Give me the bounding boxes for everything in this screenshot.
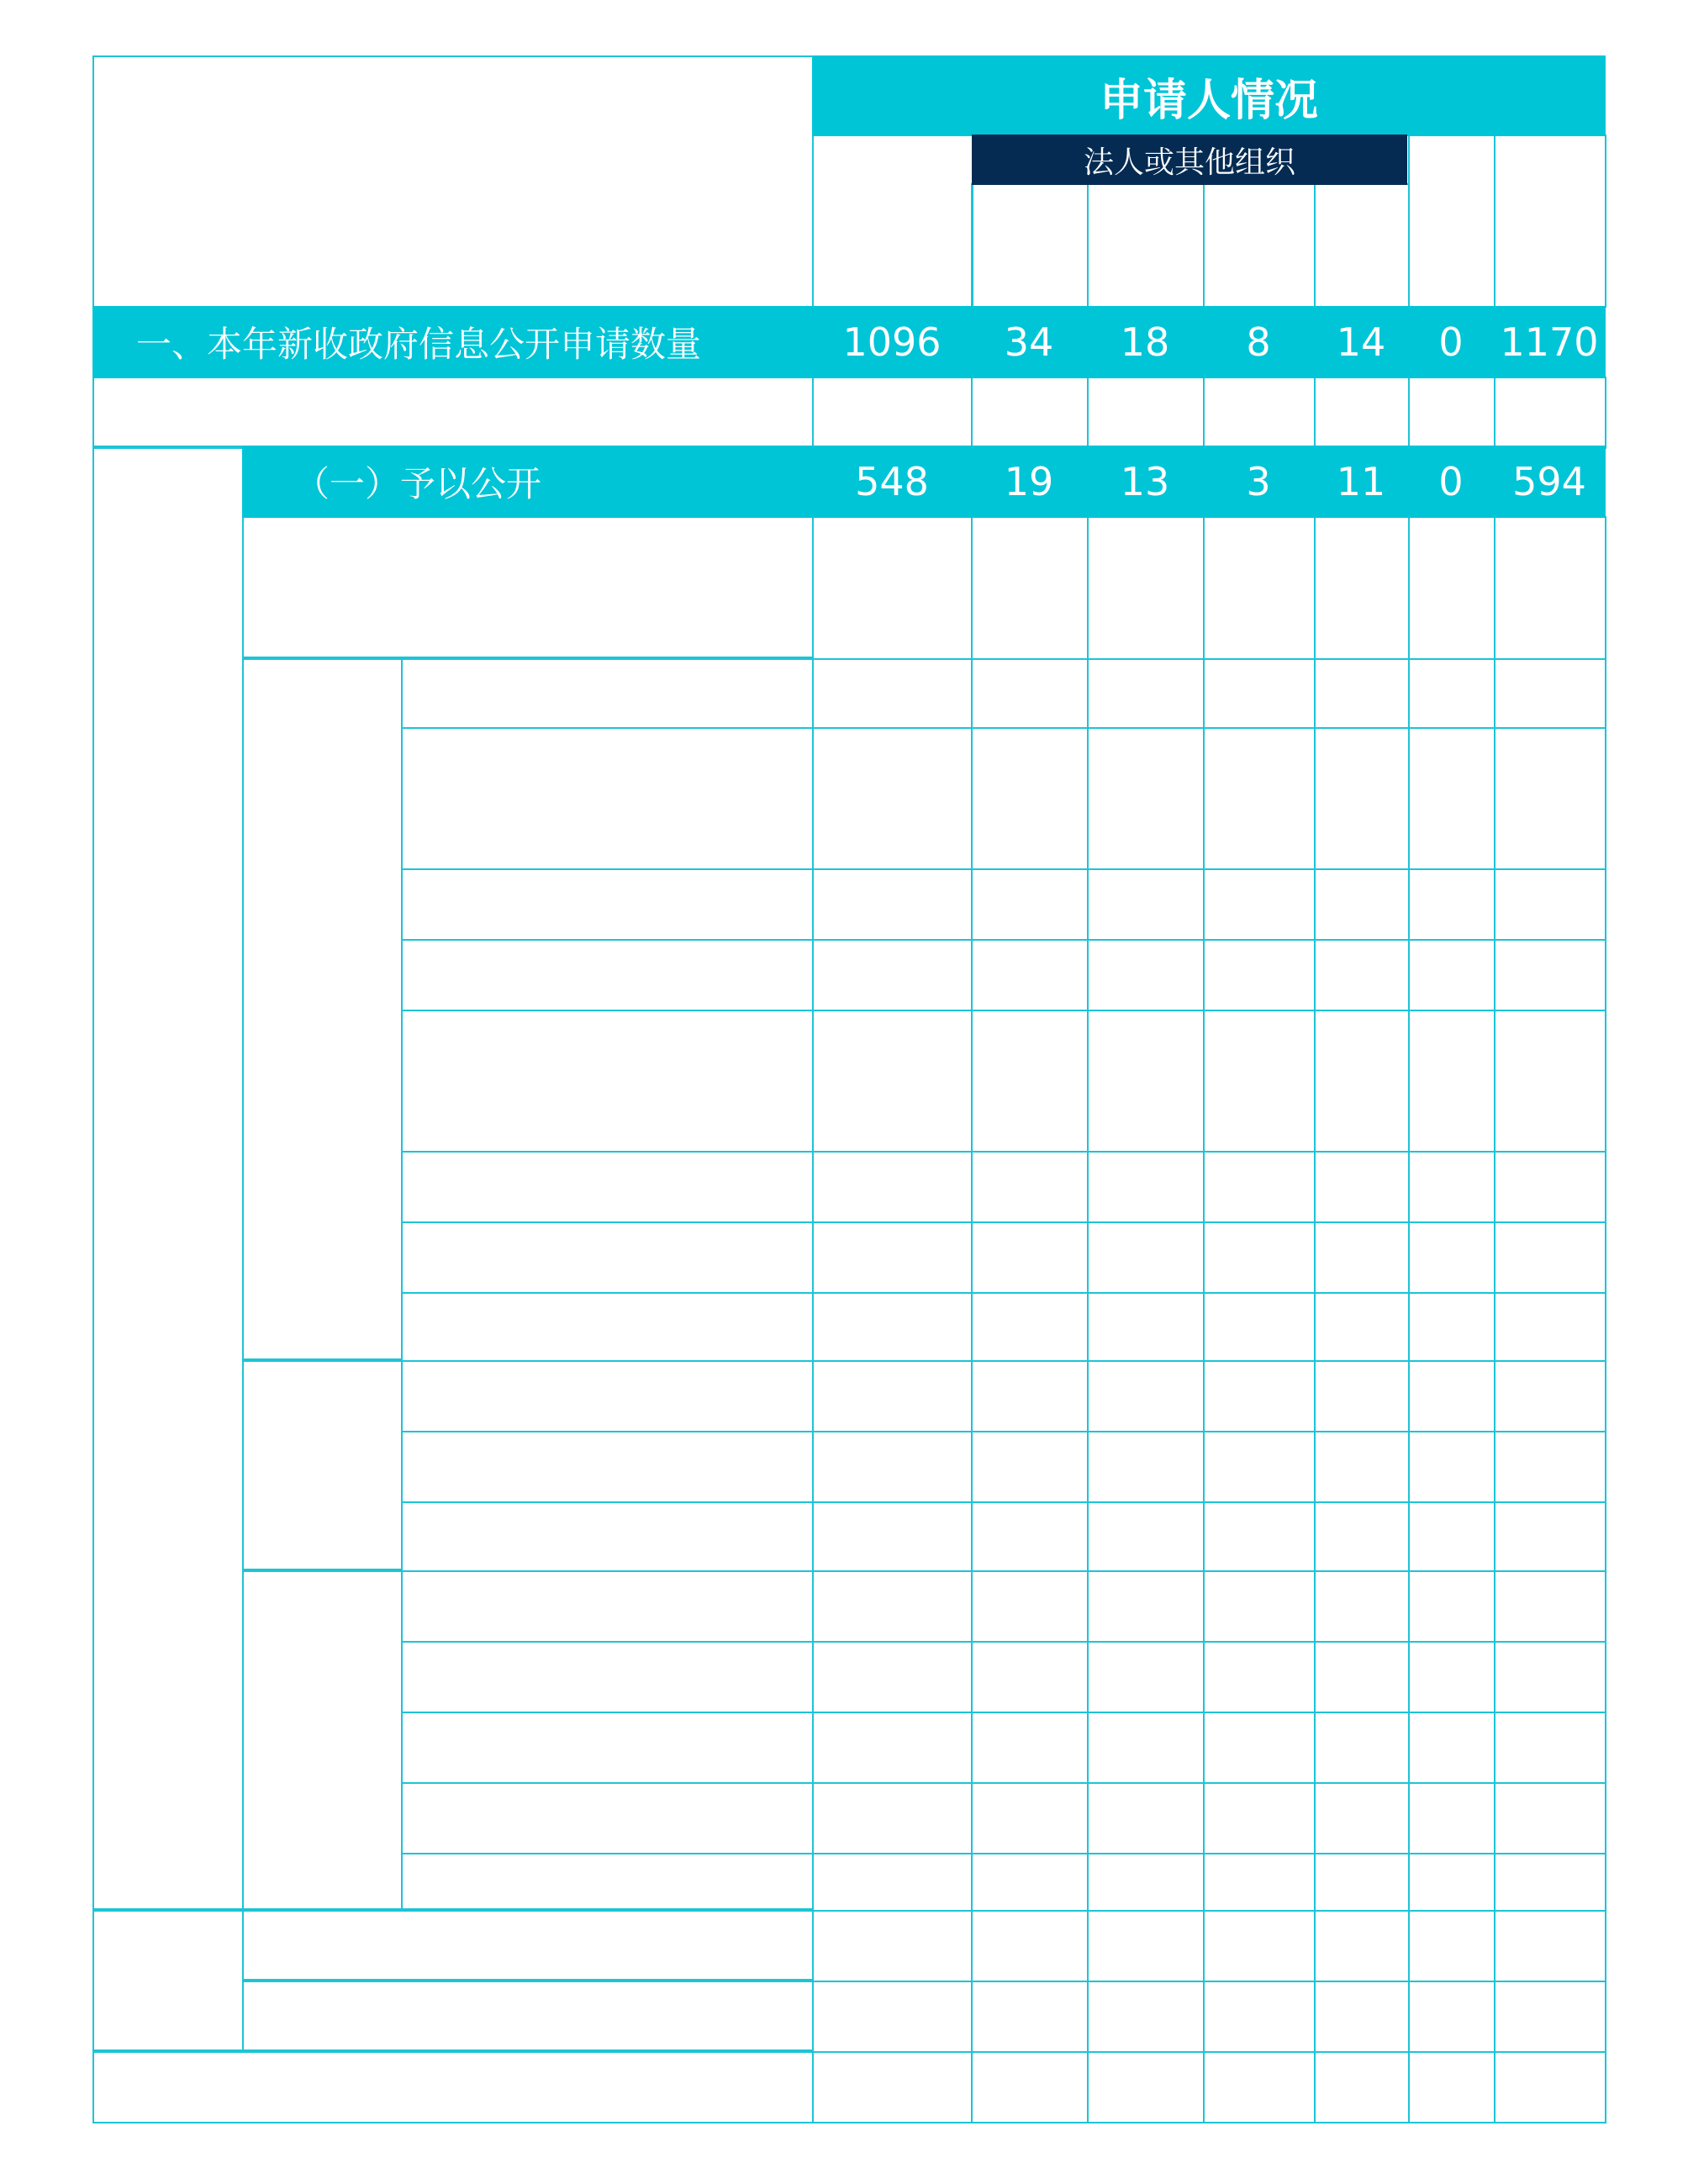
table-cell: [971, 868, 1089, 941]
table-cell: [1203, 1641, 1316, 1713]
table-cell: [401, 727, 814, 870]
value-text: 1170: [1500, 319, 1599, 365]
table-cell: [1203, 516, 1316, 660]
table-cell: [1314, 1010, 1410, 1153]
table-cell: [1203, 1782, 1316, 1854]
table-cell: [1314, 868, 1410, 941]
table-cell: [1203, 1712, 1316, 1784]
table-cell: [1087, 939, 1205, 1011]
applicant-header-text: 申请人情况: [1099, 75, 1318, 126]
table-cell: [401, 1431, 814, 1503]
table-cell: [812, 135, 973, 308]
table-cell: [812, 1910, 973, 1982]
new-requests-total: [1493, 306, 1606, 378]
table-cell: [971, 1501, 1089, 1572]
table-cell: [1494, 1782, 1606, 1854]
table-cell: [971, 1360, 1089, 1432]
table-cell: [1087, 2051, 1205, 2123]
table-cell: [1314, 1641, 1410, 1713]
legal-person-header: [972, 135, 1407, 185]
table-cell: [971, 516, 1089, 660]
disclose-value: [970, 446, 1088, 518]
table-cell: [1408, 1221, 1495, 1294]
table-cell: [1494, 1010, 1606, 1153]
table-cell: [1087, 1641, 1205, 1713]
table-cell: [1203, 1221, 1316, 1294]
table-cell: [1494, 1221, 1606, 1294]
table-cell: [812, 1221, 973, 1294]
table-cell: [1087, 1981, 1205, 2053]
table-cell: [1314, 658, 1410, 729]
table-cell: [812, 1853, 973, 1912]
table-cell: [971, 1981, 1089, 2053]
table-cell: [812, 1010, 973, 1153]
disclose-value: [1407, 446, 1495, 518]
table-cell: [1408, 1292, 1495, 1362]
value-text: 1096: [842, 319, 942, 365]
table-cell: [401, 1221, 814, 1294]
value-text: 594: [1512, 459, 1586, 504]
disclose-value: [1202, 446, 1315, 518]
table-cell: [1314, 1712, 1410, 1784]
table-cell: [1494, 2051, 1606, 2123]
table-cell: [1203, 1151, 1316, 1223]
value-text: 13: [1120, 459, 1170, 504]
table-cell: [1203, 183, 1316, 308]
table-cell: [1314, 1570, 1410, 1643]
table-cell: [1314, 1151, 1410, 1223]
table-cell: [1408, 135, 1495, 308]
table-cell: [812, 377, 973, 449]
new-requests-value: [970, 306, 1088, 378]
table-cell: [1494, 1501, 1606, 1572]
table-cell: [401, 868, 814, 941]
table-cell: [812, 868, 973, 941]
value-text: 11: [1336, 459, 1386, 504]
table-cell: [1494, 1641, 1606, 1713]
table-cell: [1314, 1221, 1410, 1294]
disclose-row-label: [242, 446, 814, 518]
table-cell: [1408, 1712, 1495, 1784]
table-cell: [1087, 658, 1205, 729]
table-cell: [1494, 135, 1606, 308]
table-cell: [1087, 1431, 1205, 1503]
table-cell: [1087, 377, 1205, 449]
table-cell: [401, 939, 814, 1011]
table-cell: [1203, 2051, 1316, 2123]
table-cell: [1203, 658, 1316, 729]
table-cell: [1314, 183, 1410, 308]
table-cell: [1494, 1853, 1606, 1912]
table-cell: [1314, 1501, 1410, 1572]
table-cell: [242, 1979, 814, 2053]
table-cell: [1408, 727, 1495, 870]
new-requests-value: [1313, 306, 1409, 378]
disclose-value: [1086, 446, 1204, 518]
table-cell: [401, 1853, 814, 1912]
table-cell: [1087, 516, 1205, 660]
value-text: 14: [1336, 319, 1386, 365]
new-requests-value: [812, 306, 972, 378]
table-cell: [1087, 1910, 1205, 1982]
new-requests-row-label: [92, 306, 814, 378]
table-cell: [1494, 1712, 1606, 1784]
table-cell: [1314, 516, 1410, 660]
table-cell: [242, 1908, 814, 1982]
table-cell: [1408, 377, 1495, 449]
table-cell: [1087, 1151, 1205, 1223]
table-cell: [812, 1501, 973, 1572]
table-cell: [401, 1360, 814, 1432]
table-cell: [1494, 868, 1606, 941]
table-cell: [971, 377, 1089, 449]
table-cell: [1408, 868, 1495, 941]
table-cell: [1408, 939, 1495, 1011]
value-text: 0: [1438, 319, 1464, 365]
new-requests-label-text: 一、本年新收政府信息公开申请数量: [136, 324, 702, 365]
table-cell: [1408, 1853, 1495, 1912]
table-cell: [812, 1151, 973, 1223]
table-cell: [1494, 1292, 1606, 1362]
table-cell: [92, 1908, 244, 2053]
disclose-value: [812, 446, 972, 518]
table-cell: [1408, 1782, 1495, 1854]
table-cell: [1087, 868, 1205, 941]
table-cell: [971, 1431, 1089, 1503]
table-cell: [971, 183, 1089, 308]
table-cell: [1314, 1853, 1410, 1912]
table-cell: [971, 658, 1089, 729]
table-cell: [812, 1641, 973, 1713]
table-cell: [1087, 727, 1205, 870]
table-cell: [1203, 1910, 1316, 1982]
table-cell: [971, 1641, 1089, 1713]
table-cell: [401, 1501, 814, 1572]
table-cell: [812, 939, 973, 1011]
table-cell: [1408, 2051, 1495, 2123]
table-cell: [812, 1360, 973, 1432]
table-cell: [812, 1981, 973, 2053]
table-cell: [1408, 1570, 1495, 1643]
table-cell: [971, 2051, 1089, 2123]
table-cell: [812, 1292, 973, 1362]
disclose-label-text: （一）予以公开: [294, 463, 542, 504]
table-cell: [1087, 1853, 1205, 1912]
table-cell: [1087, 1360, 1205, 1432]
table-cell: [812, 658, 973, 729]
new-requests-value: [1086, 306, 1204, 378]
applicant-header: [812, 55, 1606, 136]
table-cell: [401, 1010, 814, 1153]
value-text: 548: [855, 459, 929, 504]
table-cell: [1494, 1981, 1606, 2053]
table-cell: [1494, 1360, 1606, 1432]
table-cell: [1203, 377, 1316, 449]
table-cell: [242, 516, 814, 660]
table-cell: [1314, 727, 1410, 870]
table-cell: [812, 1570, 973, 1643]
table-cell: [1408, 1360, 1495, 1432]
table-cell: [971, 1570, 1089, 1643]
table-cell: [1203, 1292, 1316, 1362]
table-cell: [1408, 1641, 1495, 1713]
table-cell: [1314, 1981, 1410, 2053]
table-cell: [971, 1712, 1089, 1784]
table-cell: [242, 1569, 403, 1912]
disclose-total: [1493, 446, 1606, 518]
value-text: 34: [1004, 319, 1054, 365]
legal-person-header-text: 法人或其他组织: [1083, 145, 1295, 180]
table-cell: [1314, 2051, 1410, 2123]
table-cell: [242, 1358, 403, 1572]
table-cell: [812, 1782, 973, 1854]
table-cell: [1203, 1981, 1316, 2053]
table-cell: [1314, 1910, 1410, 1982]
table-cell: [812, 2051, 973, 2123]
table-cell: [812, 727, 973, 870]
table-cell: [1203, 727, 1316, 870]
table-cell: [92, 2049, 814, 2123]
value-text: 8: [1246, 319, 1271, 365]
table-cell: [1494, 658, 1606, 729]
table-cell: [1408, 658, 1495, 729]
table-cell: [1087, 1292, 1205, 1362]
table-cell: [971, 1221, 1089, 1294]
table-cell: [1408, 1910, 1495, 1982]
table-cell: [1087, 1501, 1205, 1572]
new-requests-value: [1407, 306, 1495, 378]
disclose-value: [1313, 446, 1409, 518]
table-cell: [242, 657, 403, 1362]
table-cell: [1203, 1010, 1316, 1153]
table-cell: [1494, 1910, 1606, 1982]
table-cell: [1494, 1151, 1606, 1223]
table-cell: [1203, 939, 1316, 1011]
table-cell: [1494, 939, 1606, 1011]
table-cell: [971, 1853, 1089, 1912]
table-cell: [812, 1431, 973, 1503]
table-cell: [92, 377, 814, 449]
table-cell: [1314, 377, 1410, 449]
table-cell: [401, 1782, 814, 1854]
table-cell: [401, 1292, 814, 1362]
table-cell: [92, 55, 814, 308]
value-text: 18: [1120, 319, 1170, 365]
table-cell: [971, 727, 1089, 870]
table-cell: [92, 446, 244, 1912]
table-cell: [401, 1151, 814, 1223]
table-cell: [1314, 1292, 1410, 1362]
table-cell: [1203, 1431, 1316, 1503]
table-cell: [1087, 1570, 1205, 1643]
table-cell: [1408, 1431, 1495, 1503]
table-cell: [1087, 1782, 1205, 1854]
table-cell: [1203, 868, 1316, 941]
table-cell: [1203, 1360, 1316, 1432]
table-cell: [401, 1570, 814, 1643]
table-cell: [1408, 516, 1495, 660]
table-cell: [1314, 1431, 1410, 1503]
table-cell: [401, 1712, 814, 1784]
table-cell: [1314, 939, 1410, 1011]
table-cell: [1494, 516, 1606, 660]
table-cell: [1408, 1151, 1495, 1223]
table-cell: [1087, 1712, 1205, 1784]
table-cell: [1314, 1782, 1410, 1854]
table-cell: [1203, 1853, 1316, 1912]
table-cell: [1203, 1570, 1316, 1643]
table-cell: [1314, 1360, 1410, 1432]
table-cell: [1087, 1221, 1205, 1294]
value-text: 0: [1438, 459, 1464, 504]
table-cell: [1494, 1570, 1606, 1643]
table-cell: [1087, 1010, 1205, 1153]
table-cell: [971, 1782, 1089, 1854]
table-cell: [1408, 1501, 1495, 1572]
value-text: 3: [1246, 459, 1271, 504]
table-cell: [971, 1292, 1089, 1362]
table-cell: [1494, 727, 1606, 870]
value-text: 19: [1004, 459, 1054, 504]
table-cell: [1494, 377, 1606, 449]
table-cell: [1087, 183, 1205, 308]
table-cell: [1203, 1501, 1316, 1572]
table-cell: [1408, 1981, 1495, 2053]
table-cell: [971, 939, 1089, 1011]
table-cell: [401, 657, 814, 729]
table-cell: [971, 1151, 1089, 1223]
table-cell: [1494, 1431, 1606, 1503]
table-cell: [812, 1712, 973, 1784]
table-cell: [1408, 1010, 1495, 1153]
new-requests-value: [1202, 306, 1315, 378]
table-cell: [401, 1641, 814, 1713]
table-cell: [971, 1910, 1089, 1982]
table-cell: [812, 516, 973, 660]
table-cell: [971, 1010, 1089, 1153]
